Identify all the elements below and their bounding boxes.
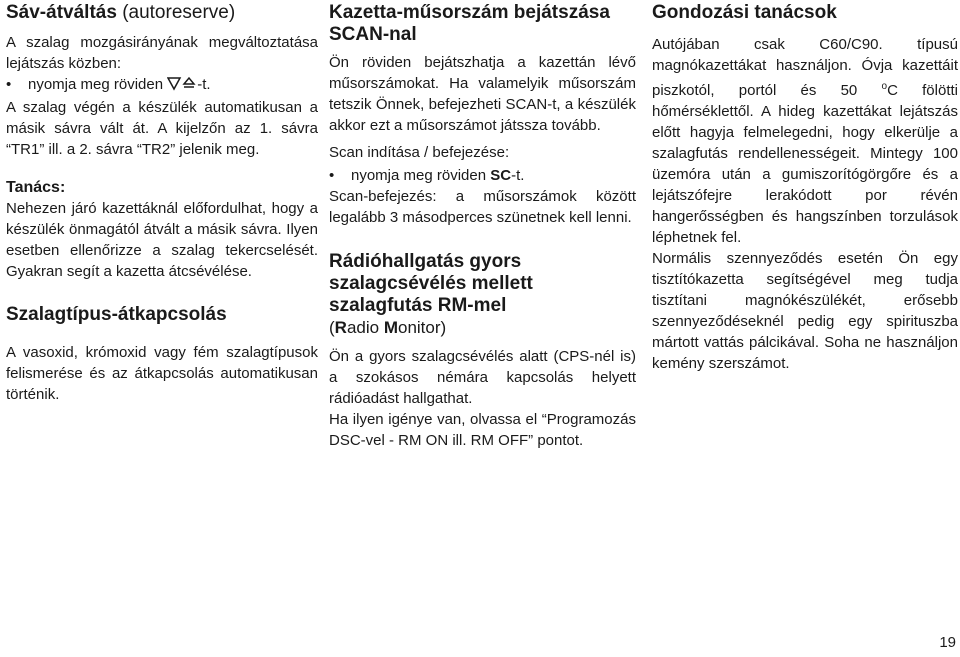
care-text-1-start: Autójában csak C60/C90. típusú magnókazettákat használjon. Óvja kazettáit piszkotól, portól és 50 — [652, 36, 958, 99]
column-right — [652, 0, 958, 374]
section-heading-scan: Kazetta-műsorszám bejátszása SCAN-nal — [329, 2, 610, 45]
radio-monitor-ref: Ha ilyen igénye van, olvassa el “Programozás DSC-vel - RM ON ill. RM OFF” pontot. — [329, 411, 636, 449]
tip-label: Tanács: — [6, 179, 66, 196]
bullet-text: nyomja meg röviden — [28, 76, 164, 93]
bullet-dot: • — [329, 167, 335, 184]
scan-bullet — [329, 165, 636, 186]
scan-start-label: Scan indítása / befejezése: — [329, 144, 510, 161]
autoreserve-bullet — [6, 74, 318, 97]
care-text-1-rest: C fölötti hőmérséklettől. A hideg kazettákat lejátszás előtt hagyja felmelegedni, hogy elkerülje a szalagfutás rendellenességeit. Mintegy 100 üzemóra után a gumiszorítógörgőre és a lejátszófejre lerakódott por révén hangerősségben és hangszínben torzulások léphetnek fel. — [652, 82, 958, 246]
column-left — [6, 0, 318, 405]
scan-end-text: Scan-befejezés: a műsorszámok között legalább 3 másodperces szünetnek kell lenni. — [329, 188, 636, 226]
degree-mark: o — [881, 81, 888, 92]
scan-bullet-after: -t. — [511, 167, 525, 184]
radio-monitor-subtitle — [329, 317, 636, 338]
scan-key: SC — [490, 167, 512, 184]
radio-monitor-text: Ön a gyors szalagcsévélés alatt (CPS-nél is) a szokásos némára kapcsolás helyett rádióadást hallgathat. — [329, 348, 636, 407]
heading-light: (autoreserve) — [122, 2, 236, 23]
scan-bullet-text: nyomja meg röviden — [351, 167, 491, 184]
subtitle-r: R — [334, 318, 347, 337]
subtitle-adio: adio — [346, 318, 384, 337]
section-heading-care: Gondozási tanácsok — [652, 2, 837, 23]
section-heading-tape-type: Szalagtípus-átkapcsolás — [6, 304, 227, 325]
reverse-play-icon — [167, 76, 197, 97]
bullet-after: -t. — [197, 76, 211, 93]
autoreserve-end-text: A szalag végén a készülék automatikusan a másik sávra vált át. A kijelzőn az 1. sávra “TR1” ill. a 2. sávra “TR2” jelenik meg. — [6, 99, 318, 158]
tape-type-text: A vasoxid, krómoxid vagy fém szalagtípusok felismerése és az átkapcsolás automatikusan történik. — [6, 344, 318, 403]
subtitle-m: M — [383, 318, 398, 337]
subtitle-rest: onitor) — [398, 318, 447, 337]
section-heading-autoreserve — [6, 2, 318, 24]
paren-open: ( — [329, 318, 335, 337]
care-text-1 — [652, 34, 958, 248]
bullet-dot: • — [6, 76, 12, 93]
scan-text: Ön röviden bejátszhatja a kazettán lévő műsorszámokat. Ha valamelyik műsorszám tetszik Önnek, befejezheti SCAN-t, a készülék akkor ezt a műsorszámot játssza tovább. — [329, 54, 636, 134]
tip-text: Nehezen járó kazettáknál előfordulhat, hogy a készülék önmagától átvált a másik sávra. Ilyen esetben ellenőrizze a szalag tekercselését. Gyakran segít a kazetta átcsévélése. — [6, 200, 318, 280]
column-middle — [329, 0, 636, 451]
autoreserve-intro: A szalag mozgásirányának megváltoztatása lejátszás közben: — [6, 34, 318, 72]
page-number: 19 — [939, 634, 956, 651]
section-heading-radio-monitor: Rádióhallgatás gyors szalagcsévélés mellett szalagfutás RM-mel — [329, 251, 533, 316]
heading-bold: Sáv-átváltás — [6, 2, 117, 23]
care-text-2: Normális szennyeződés esetén Ön egy tisztítókazetta segítségével meg tudja tisztítani magnókészülékét, erősebb szennyeződéseknél pedig egy spirituszba mártott vattás pálcikával. Soha ne használjon kemény szerszámot. — [652, 250, 958, 372]
